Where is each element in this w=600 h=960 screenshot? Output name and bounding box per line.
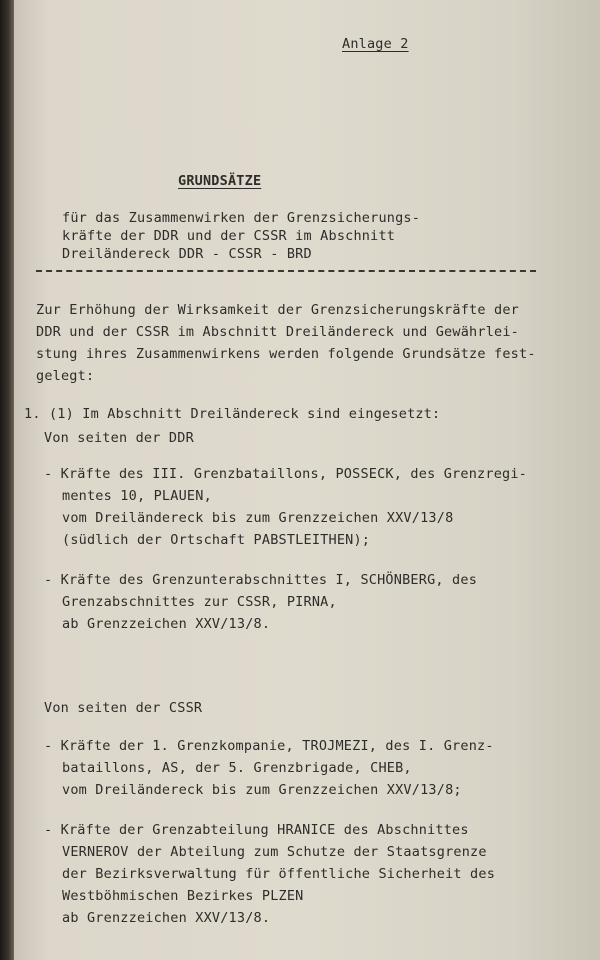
- subtitle-line: für das Zusammenwirken der Grenzsicherungs-: [62, 210, 421, 226]
- cssr-item-line: der Bezirksverwaltung für öffentliche Sicherheit des: [62, 866, 496, 882]
- subtitle-line: Dreiländereck DDR - CSSR - BRD: [62, 246, 312, 262]
- intro-line: stung ihres Zusammenwirkens werden folgende Grundsätze fest-: [36, 346, 536, 362]
- intro-line: gelegt:: [36, 368, 95, 384]
- ddr-item-line: - Kräfte des III. Grenzbataillons, POSSECK, des Grenzregi-: [44, 466, 528, 482]
- section-heading: 1. (1) Im Abschnitt Dreiländereck sind eingesetzt:: [24, 406, 441, 422]
- cssr-item-line: Westböhmischen Bezirkes PLZEN: [62, 888, 304, 904]
- ddr-item-line: - Kräfte des Grenzunterabschnittes I, SCHÖNBERG, des: [44, 572, 478, 588]
- ddr-item-line: mentes 10, PLAUEN,: [62, 488, 212, 504]
- typed-document-page: [14, 0, 600, 960]
- page-edge-shadow: [0, 0, 14, 960]
- document-heading: GRUNDSÄTZE: [178, 173, 262, 189]
- dashed-separator: [36, 270, 536, 272]
- cssr-item-line: ab Grenzzeichen XXV/13/8.: [62, 910, 271, 926]
- ddr-item-line: (südlich der Ortschaft PABSTLEITHEN);: [62, 532, 371, 548]
- ddr-label: Von seiten der DDR: [44, 430, 194, 446]
- subtitle-line: kräfte der DDR und der CSSR im Abschnitt: [62, 228, 396, 244]
- cssr-item-line: - Kräfte der 1. Grenzkompanie, TROJMEZI, des I. Grenz-: [44, 738, 494, 754]
- cssr-item-line: VERNEROV der Abteilung zum Schutze der Staatsgrenze: [62, 844, 487, 860]
- ddr-item-line: ab Grenzzeichen XXV/13/8.: [62, 616, 271, 632]
- cssr-item-line: - Kräfte der Grenzabteilung HRANICE des Abschnittes: [44, 822, 469, 838]
- ddr-item-line: Grenzabschnittes zur CSSR, PIRNA,: [62, 594, 337, 610]
- intro-line: Zur Erhöhung der Wirksamkeit der Grenzsicherungskräfte der: [36, 302, 520, 318]
- cssr-item-line: vom Dreiländereck bis zum Grenzzeichen XXV/13/8;: [62, 782, 462, 798]
- annex-label: Anlage 2: [342, 36, 409, 52]
- cssr-label: Von seiten der CSSR: [44, 700, 203, 716]
- ddr-item-line: vom Dreiländereck bis zum Grenzzeichen XXV/13/8: [62, 510, 454, 526]
- cssr-item-line: bataillons, AS, der 5. Grenzbrigade, CHEB,: [62, 760, 412, 776]
- intro-line: DDR und der CSSR im Abschnitt Dreiländereck und Gewährlei-: [36, 324, 520, 340]
